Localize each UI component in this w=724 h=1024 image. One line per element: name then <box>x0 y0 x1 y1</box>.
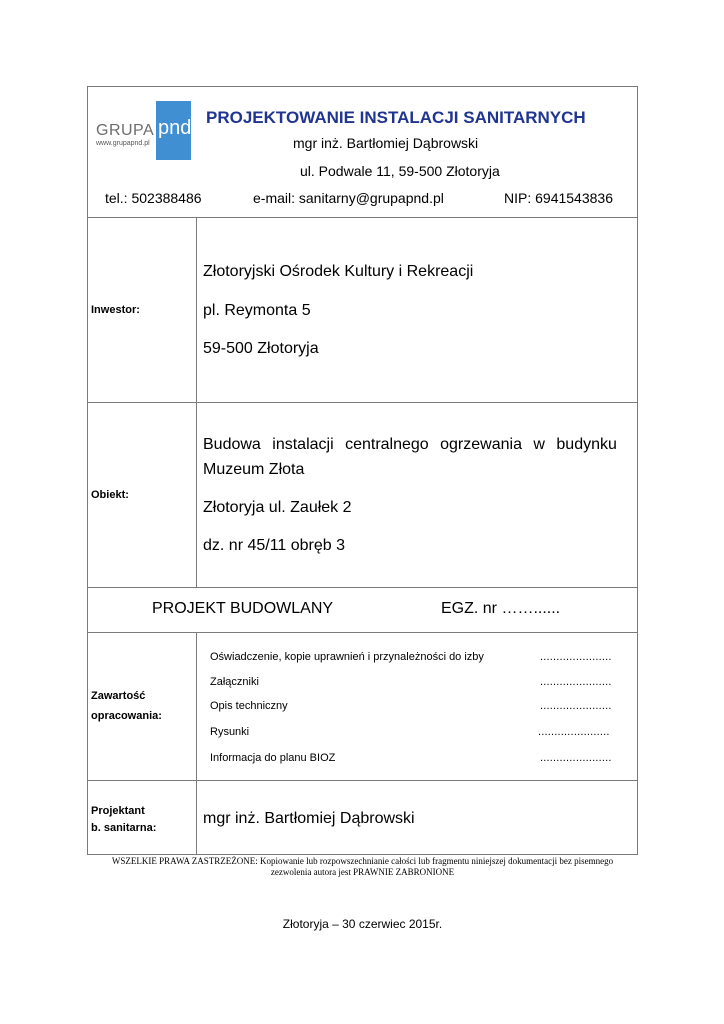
copyright-notice <box>87 856 638 878</box>
contents-item: Załączniki <box>210 676 259 688</box>
object-description: Budowa instalacji centralnego ogrzewania w budynku <box>203 436 617 453</box>
divider <box>88 402 637 403</box>
copyright-line1: WSZELKIE PRAWA ZASTRZEŻONE: Kopiowanie lub rozpowszechnianie całości lub fragmentu niniejszej dokumentacji bez pisemnego <box>111 856 614 866</box>
company-title: PROJEKTOWANIE INSTALACJI SANITARNYCH <box>206 108 586 127</box>
logo-brand: pnd <box>158 117 192 139</box>
contents-label: opracowania: <box>91 710 162 722</box>
contents-item-page: ...................... <box>540 651 612 663</box>
divider <box>88 780 637 781</box>
contents-label: Zawartość <box>91 690 146 702</box>
designer-label: Projektant <box>91 805 145 817</box>
contents-item: Opis techniczny <box>210 700 288 712</box>
logo-brand-box <box>156 101 191 160</box>
object-address: Złotoryja ul. Zaułek 2 <box>203 499 352 516</box>
column-divider <box>196 632 197 855</box>
logo-text: GRUPA <box>96 122 155 139</box>
contents-item-page: ...................... <box>538 726 610 738</box>
investor-city: 59-500 Złotoryja <box>203 340 319 357</box>
object-description-line2: Muzeum Złota <box>203 461 305 478</box>
investor-street: pl. Reymonta 5 <box>203 302 311 319</box>
investor-name: Złotoryjski Ośrodek Kultury i Rekreacji <box>203 263 474 280</box>
company-email: e-mail: sanitarny@grupapnd.pl <box>253 190 444 206</box>
contents-item-page: ...................... <box>540 752 612 764</box>
logo-url: www.grupapnd.pl <box>96 140 150 147</box>
divider <box>88 217 637 218</box>
divider <box>88 632 637 633</box>
contents-item-page: ...................... <box>540 676 612 688</box>
company-owner: mgr inż. Bartłomiej Dąbrowski <box>293 135 479 151</box>
object-plot: dz. nr 45/11 obręb 3 <box>203 537 346 554</box>
object-description-line1 <box>203 436 630 454</box>
contents-item: Oświadczenie, kopie uprawnień i przynależności do izby <box>210 651 484 663</box>
contents-item-page: ...................... <box>540 700 612 712</box>
investor-label: Inwestor: <box>91 304 140 316</box>
designer-label: b. sanitarna: <box>91 822 157 834</box>
company-nip: NIP: 6941543836 <box>504 190 613 206</box>
document-date: Złotoryja – 30 czerwiec 2015r. <box>282 917 443 931</box>
designer-name: mgr inż. Bartłomiej Dąbrowski <box>203 810 415 827</box>
company-logo <box>96 101 196 161</box>
divider <box>88 587 637 588</box>
contents-item: Rysunki <box>210 726 250 738</box>
title-page-frame <box>87 86 638 855</box>
copyright-line2: zezwolenia autora jest PRAWNIE ZABRONIONE <box>270 867 455 877</box>
object-label: Obiekt: <box>91 489 129 501</box>
contents-item: Informacja do planu BIOZ <box>210 752 336 764</box>
company-phone: tel.: 502388486 <box>105 190 202 206</box>
copy-number: EGZ. nr ……...... <box>441 600 561 617</box>
company-address: ul. Podwale 11, 59-500 Złotoryja <box>300 163 500 179</box>
project-type: PROJEKT BUDOWLANY <box>152 600 334 617</box>
